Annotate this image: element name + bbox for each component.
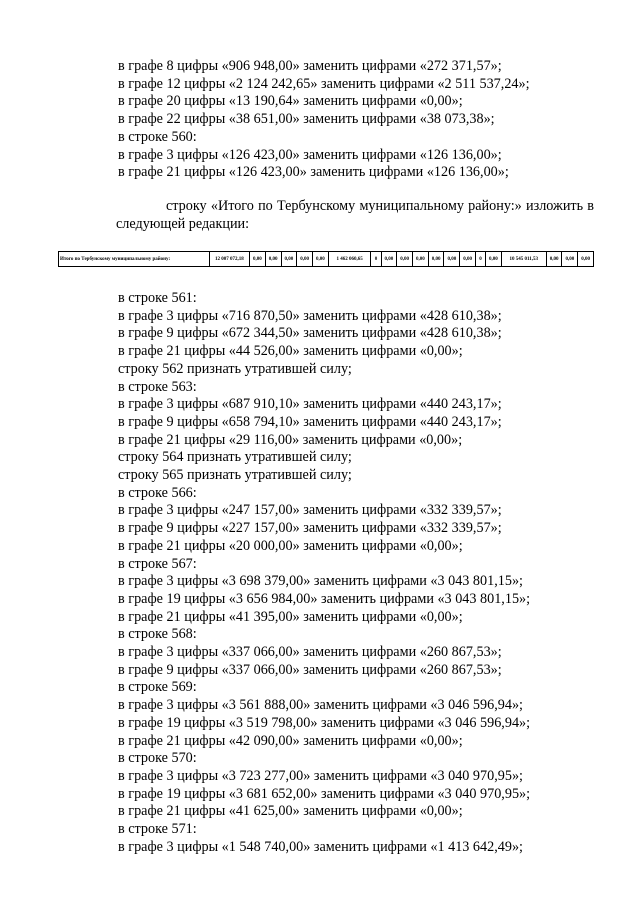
text-line: в строке 563: <box>118 378 197 395</box>
text-line: в графе 8 цифры «906 948,00» заменить цифрами «272 371,57»; <box>118 58 502 74</box>
text-line: в строке 560: <box>118 128 197 145</box>
text-line: в графе 19 цифры «3 519 798,00» заменить цифрами «3 046 596,94»; <box>118 714 531 731</box>
table-cell: 0,00 <box>546 252 562 267</box>
text-line: в строке 568: <box>118 626 197 643</box>
text-line: в графе 21 цифры «20 000,00» заменить цифрами «0,00»; <box>118 537 463 554</box>
text-line: в графе 12 цифры «2 124 242,65» заменить цифрами «2 511 537,24»; <box>118 75 530 92</box>
text-line: в строке 566: <box>118 484 197 501</box>
table-cell: 0,00 <box>428 252 444 267</box>
table-cell: 0,00 <box>486 252 502 267</box>
text-line: в графе 3 цифры «687 910,10» заменить цифрами «440 243,17»; <box>118 396 502 413</box>
text-line: в графе 3 цифры «126 423,00» заменить цифрами «126 136,00»; <box>118 146 502 163</box>
table-cell: 10 545 011,53 <box>501 252 546 267</box>
text-line: в графе 3 цифры «3 723 277,00» заменить цифрами «3 040 970,95»; <box>118 767 523 784</box>
text-line: в строке 570: <box>118 750 197 767</box>
text-line: строку 562 признать утратившей силу; <box>118 360 352 377</box>
text-line: в строке 569: <box>118 679 197 696</box>
text-line: в графе 9 цифры «658 794,10» заменить цифрами «440 243,17»; <box>118 413 502 430</box>
text-line: в графе 3 цифры «337 066,00» заменить цифрами «260 867,53»; <box>118 644 502 661</box>
text-line: в графе 21 цифры «42 090,00» заменить цифрами «0,00»; <box>118 732 463 749</box>
text-line: в строке 571: <box>118 821 197 838</box>
table-cell: 0,00 <box>578 252 594 267</box>
table-cell: 0,00 <box>562 252 578 267</box>
text-line: в графе 21 цифры «29 116,00» заменить цифрами «0,00»; <box>118 431 463 448</box>
text-line: в графе 3 цифры «3 698 379,00» заменить цифрами «3 043 801,15»; <box>118 573 523 590</box>
text-line: в графе 3 цифры «247 157,00» заменить цифрами «332 339,57»; <box>118 502 502 519</box>
amendments-block-1 <box>118 58 598 182</box>
table-cell: 12 007 072,18 <box>209 252 249 267</box>
table-cell: 0,00 <box>297 252 313 267</box>
paragraph-line-2: следующей редакции: <box>116 215 250 232</box>
table-cell: 0 <box>475 252 485 267</box>
text-line: в графе 21 цифры «41 625,00» заменить цифрами «0,00»; <box>118 803 463 820</box>
table-cell: 0,00 <box>460 252 476 267</box>
table-row <box>59 252 594 267</box>
text-line: в строке 561: <box>118 290 197 306</box>
paragraph-line-1: строку «Итого по Тербунскому муниципальному району:» изложить в <box>166 198 594 214</box>
table-cell: 0,00 <box>281 252 297 267</box>
text-line: в графе 3 цифры «1 548 740,00» заменить цифрами «1 413 642,49»; <box>118 838 523 855</box>
table-cell: 0,00 <box>312 252 328 267</box>
table-cell: 0,00 <box>444 252 460 267</box>
table-cell: 0 <box>371 252 381 267</box>
text-line: строку 565 признать утратившей силу; <box>118 467 352 484</box>
text-line: в графе 20 цифры «13 190,64» заменить цифрами «0,00»; <box>118 93 463 110</box>
total-row-table <box>58 251 594 267</box>
table-cell: 0,00 <box>265 252 281 267</box>
text-line: в графе 3 цифры «3 561 888,00» заменить цифрами «3 046 596,94»; <box>118 697 523 714</box>
table-cell: 0,00 <box>381 252 397 267</box>
text-line: в графе 21 цифры «126 423,00» заменить цифрами «126 136,00»; <box>118 164 509 181</box>
text-line: в строке 567: <box>118 555 197 572</box>
table-cell: 0,00 <box>250 252 266 267</box>
replacement-paragraph <box>118 198 594 233</box>
text-line: в графе 3 цифры «716 870,50» заменить цифрами «428 610,38»; <box>118 307 502 324</box>
table-cell: 0,00 <box>397 252 413 267</box>
row-name-cell: Итого по Тербунскому муниципальному району: <box>59 252 210 267</box>
text-line: в графе 9 цифры «227 157,00» заменить цифрами «332 339,57»; <box>118 520 502 537</box>
amendments-block-2 <box>118 290 598 857</box>
table-cell: 0,00 <box>413 252 429 267</box>
text-line: в графе 21 цифры «44 526,00» заменить цифрами «0,00»; <box>118 343 463 360</box>
text-line: в графе 9 цифры «672 344,50» заменить цифрами «428 610,38»; <box>118 325 502 342</box>
text-line: в графе 19 цифры «3 656 984,00» заменить цифрами «3 043 801,15»; <box>118 590 531 607</box>
text-line: в графе 19 цифры «3 681 652,00» заменить цифрами «3 040 970,95»; <box>118 785 531 802</box>
text-line: в графе 21 цифры «41 395,00» заменить цифрами «0,00»; <box>118 608 463 625</box>
text-line: строку 564 признать утратившей силу; <box>118 449 352 466</box>
table-cell: 1 462 060,65 <box>328 252 371 267</box>
text-line: в графе 22 цифры «38 651,00» заменить цифрами «38 073,38»; <box>118 111 495 128</box>
text-line: в графе 9 цифры «337 066,00» заменить цифрами «260 867,53»; <box>118 661 502 678</box>
